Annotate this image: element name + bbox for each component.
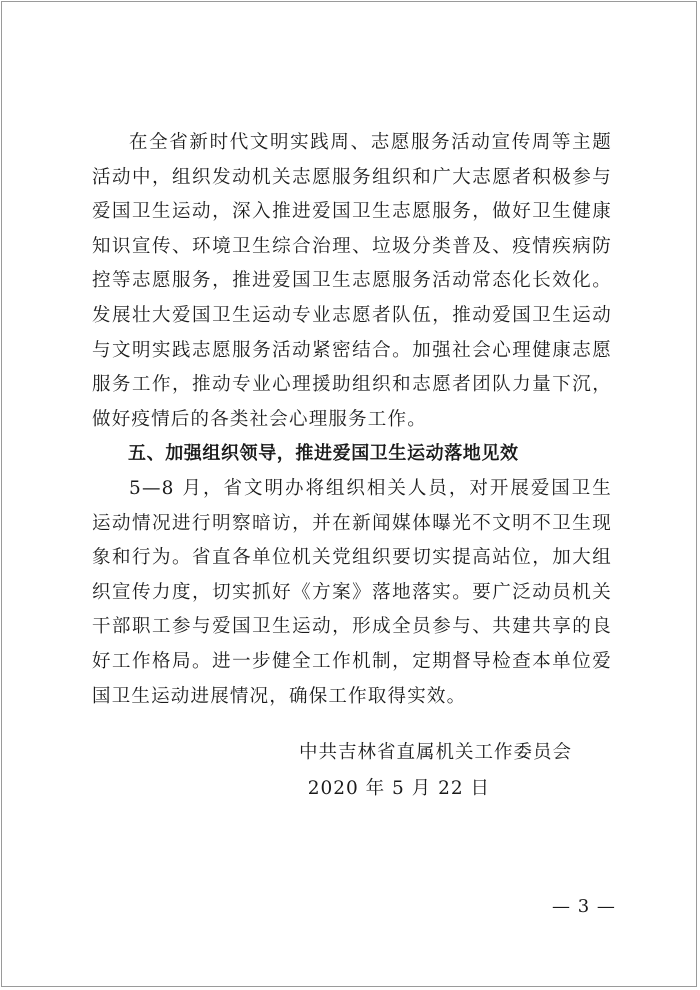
- document-body: [92, 126, 612, 799]
- page-number: — 3 —: [552, 896, 616, 917]
- body-paragraph-1: 在全省新时代文明实践周、志愿服务活动宣传周等主题活动中，组织发动机关志愿服务组织和广大志愿者积极参与爱国卫生运动，深入推进爱国卫生志愿服务，做好卫生健康知识宣传、环境卫生综合治理、垃圾分类普及、疫情疾病防控等志愿服务，推进爱国卫生志愿服务活动常态化长效化。发展壮大爱国卫生运动专业志愿者队伍，推动爱国卫生运动与文明实践志愿服务活动紧密结合。加强社会心理健康志愿服务工作，推动专业心理援助组织和志愿者团队力量下沉，做好疫情后的各类社会心理服务工作。: [92, 132, 612, 430]
- signature-organization: 中共吉林省直属机关工作委员会: [298, 742, 572, 763]
- signature-date: 2020 年 5 月 22 日: [307, 778, 490, 799]
- body-paragraph-2: 5—8 月，省文明办将组织相关人员，对开展爱国卫生运动情况进行明察暗访，并在新闻媒体曝光不文明不卫生现象和行为。省直各单位机关党组织要切实提高站位，加大组织宣传力度，切实抓好《方案》落地落实。要广泛动员机关干部职工参与爱国卫生运动，形成全员参与、共建共享的良好工作格局。进一步健全工作机制，定期督导检查本单位爱国卫生运动进展情况，确保工作取得实效。: [92, 477, 612, 707]
- section-heading: 五、加强组织领导，推进爱国卫生运动落地见效: [128, 443, 519, 465]
